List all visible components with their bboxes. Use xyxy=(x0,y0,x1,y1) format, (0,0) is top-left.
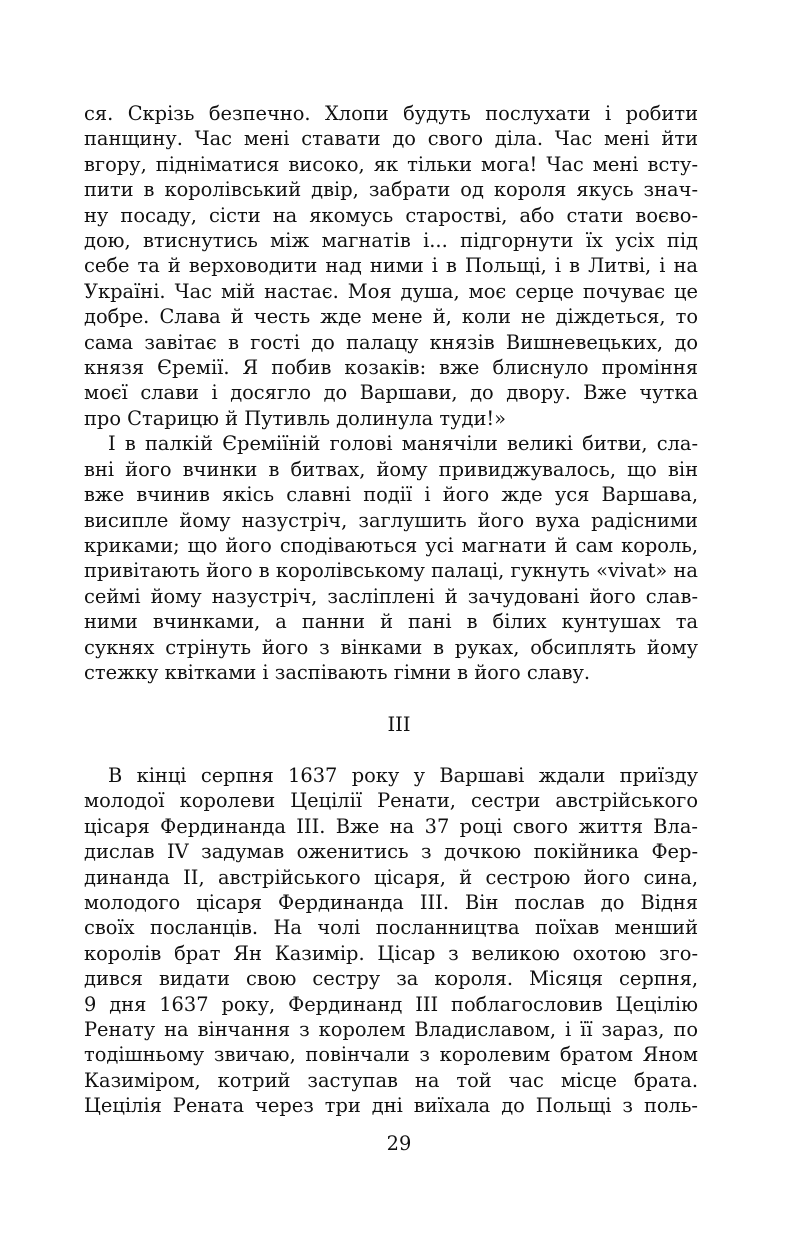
text-line: ся. Скрізь безпечно. Хлопи будуть послухати і робити xyxy=(84,102,698,125)
text-line: Казиміром, котрий заступав на той час місце брата. xyxy=(84,1068,698,1092)
text-line: Ренату на вінчання з королем Владиславом, і її зараз, по xyxy=(84,1018,698,1042)
text-line: вні його вчинки в битвах, йому привиджувалось, що він xyxy=(84,457,698,481)
text-line: динанда II, австрійського цісаря, й сестрою його сина, xyxy=(84,865,698,889)
text-line: своїх посланців. На чолі посланництва поїхав менший xyxy=(84,916,698,940)
chapter-heading: III xyxy=(387,713,411,736)
text-line: Україні. Час мій настає. Моя душа, моє серце почуває це xyxy=(84,279,698,303)
text-line: дислав IV задумав оженитись з дочкою покійника Фер- xyxy=(84,840,698,864)
text-line: ними вчинками, а панни й пані в білих кунтушах та xyxy=(84,610,698,634)
text-line: Цецілія Рената через три дні виїхала до Польщі з поль- xyxy=(84,1094,698,1118)
text-line: І в палкій Єреміїній голові манячіли великі битви, сла- xyxy=(108,432,698,456)
text-line: цісаря Фердинанда III. Вже на 37 році свого життя Вла- xyxy=(84,814,698,838)
text-line: привітають його в королівському палаці, гукнуть «vivat» на xyxy=(84,559,698,583)
text-line: дою, втиснутись між магнатів і... підгорнути їх усіх під xyxy=(84,229,698,253)
page-number: 29 xyxy=(386,1132,412,1155)
text-line: висипле йому назустріч, заглушить його вуха радісними xyxy=(84,508,698,532)
paragraph-yeremia-dreams xyxy=(84,431,698,685)
text-line: молодої королеви Цецілії Ренати, сестри австрійського xyxy=(84,789,698,813)
text-line: сеймі йому назустріч, засліплені й зачудовані його слав- xyxy=(84,584,698,608)
text-line: про Старицю й Путивль долинула туди!» xyxy=(84,406,507,430)
text-line: моєї слави і досягло до Варшави, до двору. Вже чутка xyxy=(84,381,698,405)
text-line: королів брат Ян Казимір. Цісар з великою охотою зго- xyxy=(84,941,698,965)
text-line: тодішньому звичаю, повінчали з королевим братом Яном xyxy=(84,1043,698,1067)
text-line: стежку квітками і заспівають гімни в його славу. xyxy=(84,660,591,684)
text-line: вгору, підніматися високо, як тільки мога! Час мені всту- xyxy=(84,152,698,176)
text-line: добре. Слава й честь жде мене й, коли не діждеться, то xyxy=(84,305,698,329)
text-line: князя Єремії. Я побив козаків: вже блиснуло проміння xyxy=(84,356,698,380)
text-column xyxy=(84,101,698,685)
text-line: панщину. Час мені ставати до свого діла. Час мені йти xyxy=(84,127,698,151)
text-line: сукнях стрінуть його з вінками в руках, обсиплять йому xyxy=(84,635,698,659)
text-line: пити в королівський двір, забрати од короля якусь знач- xyxy=(84,178,698,202)
text-line: себе та й верховодити над ними і в Польщі, і в Литві, і на xyxy=(84,254,698,278)
text-line: 9 дня 1637 року, Фердинанд III поблагословив Цецілію xyxy=(84,992,698,1016)
text-line: молодого цісаря Фердинанда III. Він послав до Відня xyxy=(84,891,698,915)
text-line: сама завітає в гості до палацу князів Вишневецьких, до xyxy=(84,330,698,354)
text-line: криками; що його сподіваються усі магнати й сам король, xyxy=(84,533,698,557)
text-line: В кінці серпня 1637 року у Варшаві ждали приїзду xyxy=(108,764,698,787)
paragraph-chapter-three xyxy=(84,763,698,1119)
text-line: ну посаду, сісти на якомусь старостві, або стати воєво- xyxy=(84,203,698,227)
paragraph-monologue-end xyxy=(84,101,698,431)
text-line: вже вчинив якісь славні події і його жде уся Варшава, xyxy=(84,483,698,507)
text-line: дився видати свою сестру за короля. Місяця серпня, xyxy=(84,967,698,991)
